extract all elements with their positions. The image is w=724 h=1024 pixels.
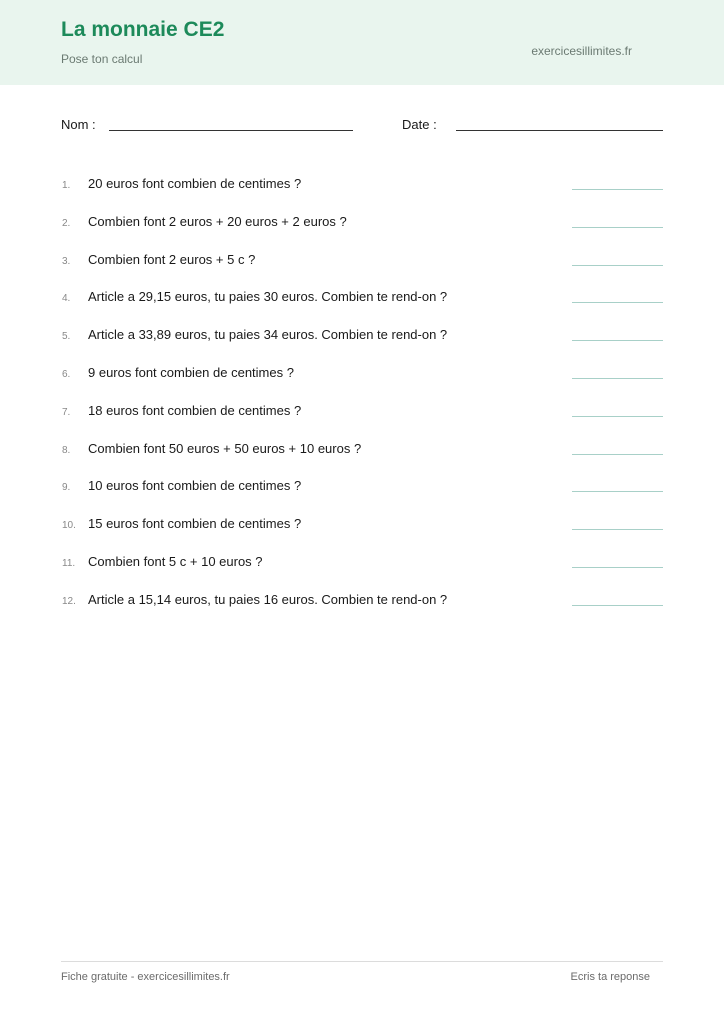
answer-field[interactable]: [572, 529, 663, 530]
question-item: [0, 252, 724, 272]
question-item: [0, 214, 724, 234]
question-item: [0, 365, 724, 385]
question-item: [0, 403, 724, 423]
date-field[interactable]: [456, 130, 663, 131]
question-item: [0, 327, 724, 347]
question-number: 7.: [62, 406, 71, 418]
question-text: 9 euros font combien de centimes ?: [88, 365, 294, 380]
question-text: 15 euros font combien de centimes ?: [88, 516, 302, 532]
question-number: 1.: [62, 180, 71, 191]
question-item: [0, 592, 724, 612]
question-number: 12.: [62, 595, 76, 607]
question-number: 4.: [62, 293, 71, 305]
answer-field[interactable]: [572, 605, 663, 606]
page-subtitle: Pose ton calcul: [61, 52, 143, 66]
answer-field[interactable]: [572, 189, 663, 190]
question-number: 10.: [62, 520, 76, 532]
answer-field[interactable]: [572, 302, 663, 303]
question-item: [0, 516, 724, 536]
date-label: Date :: [402, 117, 437, 132]
site-name: exercicesillimites.fr: [531, 44, 632, 58]
answer-field[interactable]: [572, 340, 663, 341]
question-number: 2.: [62, 217, 71, 229]
answer-field[interactable]: [572, 567, 663, 568]
question-number: 11.: [62, 558, 76, 569]
question-text: 18 euros font combien de centimes ?: [88, 402, 302, 418]
question-item: [0, 176, 724, 196]
question-item: [0, 478, 724, 498]
question-number: 8.: [62, 444, 71, 456]
question-number: 5.: [62, 331, 71, 343]
answer-field[interactable]: [572, 378, 663, 379]
answer-field[interactable]: [572, 265, 663, 266]
footer-credit: Fiche gratuite - exercicesillimites.fr: [61, 971, 230, 983]
question-text: Article a 29,15 euros, tu paies 30 euros. Combien te rend-on ?: [88, 289, 448, 305]
question-text: Article a 15,14 euros, tu paies 16 euros. Combien te rend-on ?: [88, 591, 448, 607]
answer-field[interactable]: [572, 454, 663, 455]
answer-field[interactable]: [572, 416, 663, 417]
question-number: 9.: [62, 482, 71, 494]
question-number: 3.: [62, 255, 71, 267]
name-field[interactable]: [109, 130, 353, 131]
question-text: Combien font 5 c + 10 euros ?: [88, 554, 263, 569]
name-label: Nom :: [61, 117, 96, 132]
answer-field[interactable]: [572, 227, 663, 228]
question-text: Combien font 50 euros + 50 euros + 10 euros ?: [88, 440, 362, 456]
question-text: Combien font 2 euros + 20 euros + 2 euros ?: [88, 213, 347, 229]
question-text: 10 euros font combien de centimes ?: [88, 478, 302, 494]
question-item: [0, 441, 724, 461]
question-text: Article a 33,89 euros, tu paies 34 euros. Combien te rend-on ?: [88, 327, 448, 343]
question-item: [0, 289, 724, 309]
footer-divider: [61, 961, 663, 962]
question-text: 20 euros font combien de centimes ?: [88, 176, 302, 191]
page-title: La monnaie CE2: [61, 18, 225, 41]
question-item: [0, 554, 724, 574]
question-text: Combien font 2 euros + 5 c ?: [88, 251, 256, 267]
page-header: [0, 0, 724, 85]
question-number: 6.: [62, 369, 71, 380]
answer-field[interactable]: [572, 491, 663, 492]
footer-instruction: Ecris ta reponse: [570, 971, 650, 983]
